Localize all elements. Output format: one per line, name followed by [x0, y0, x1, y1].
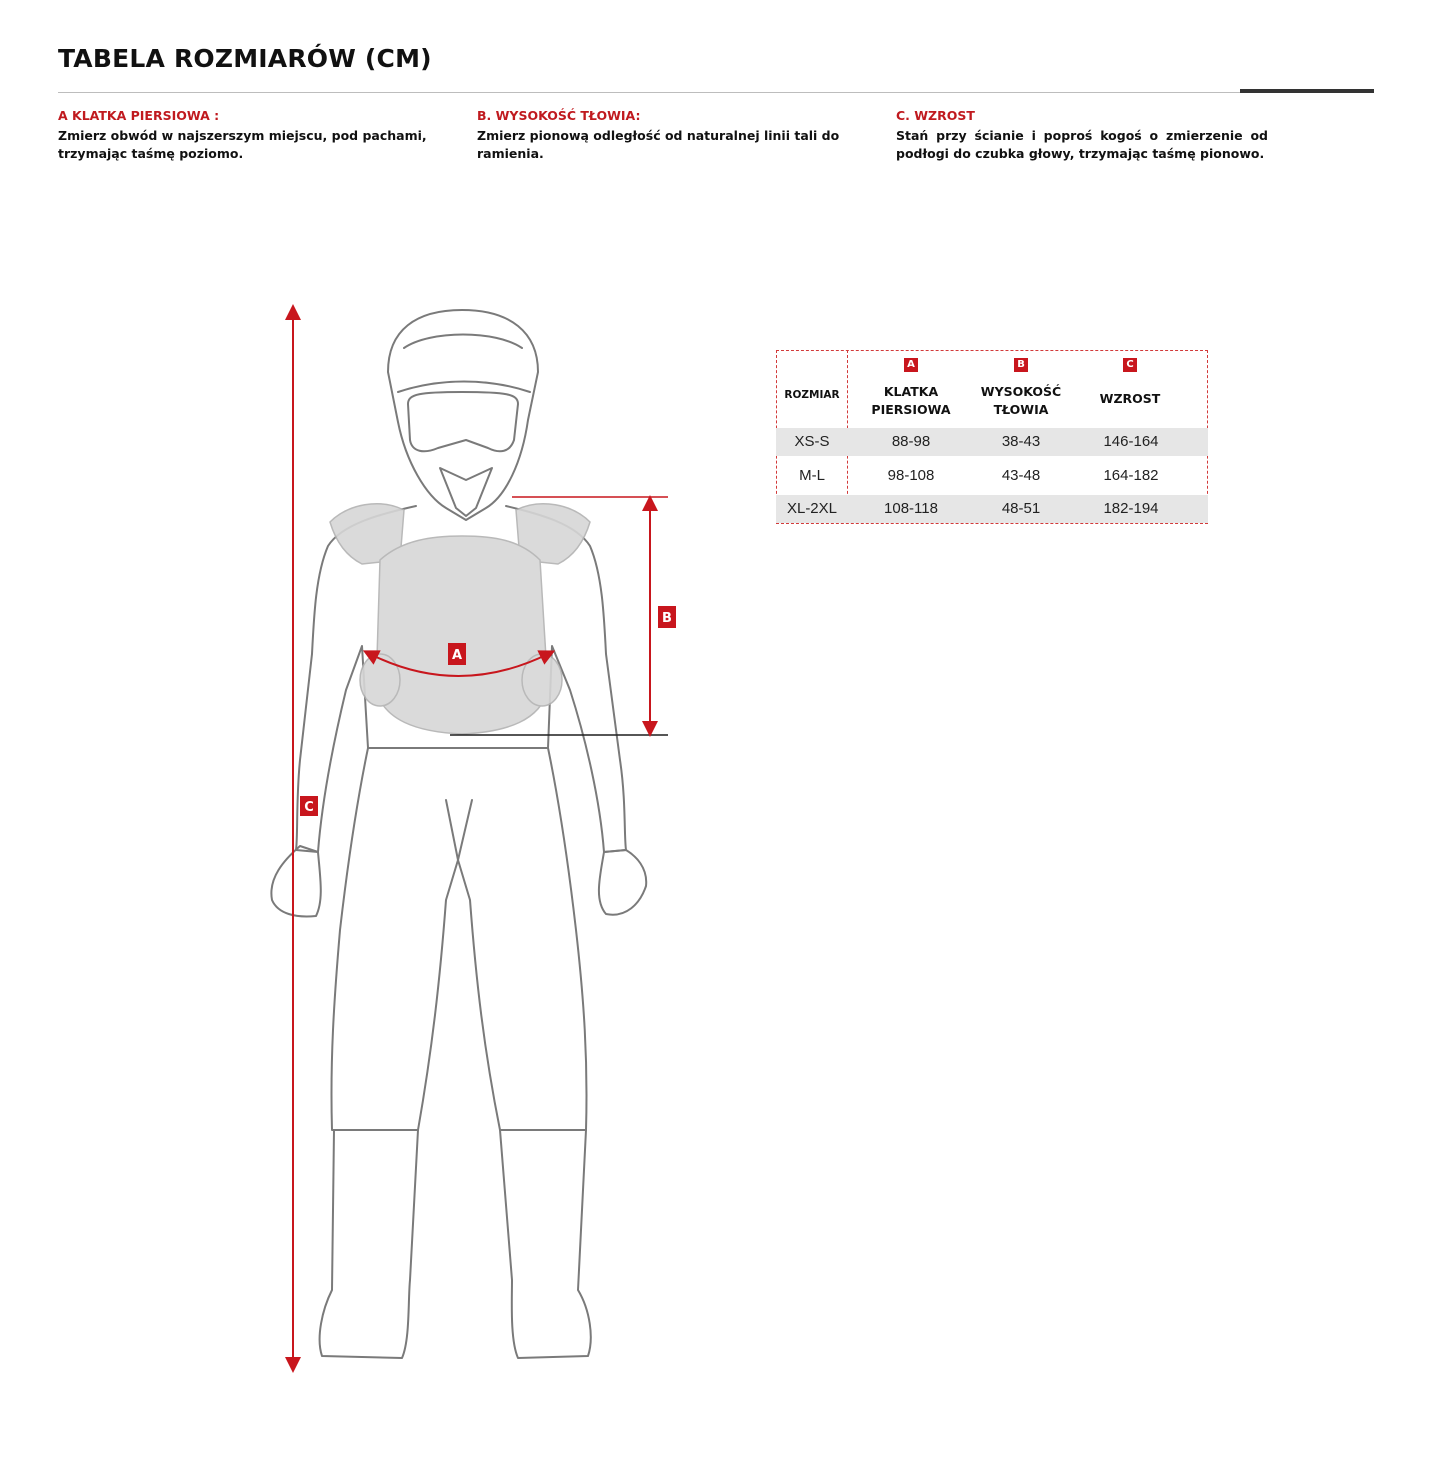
right-glove	[599, 850, 646, 915]
left-boot	[320, 1130, 418, 1358]
row-height: 182-194	[1103, 500, 1159, 517]
instruction-height-text: Stań przy ścianie i poproś kogoś o zmierzenie od podłogi do czubka głowy, trzymając taśmę pionowo.	[896, 128, 1268, 161]
header-torso-line2: TŁOWIA	[993, 402, 1049, 417]
row-chest: 108-118	[884, 500, 938, 517]
side-plate-left	[360, 654, 400, 706]
helmet-peak	[404, 335, 522, 349]
rider-measurement-figure	[250, 300, 710, 1380]
title-divider	[58, 92, 1374, 93]
row-size: XL-2XL	[786, 500, 838, 517]
torso-label: B	[662, 611, 672, 626]
header-height-badge: C	[1123, 358, 1137, 372]
instruction-torso-text: Zmierz pionową odległość od naturalnej linii tali do ramienia.	[477, 128, 840, 161]
page-title: TABELA ROZMIARÓW (CM)	[58, 44, 432, 73]
header-chest	[848, 383, 974, 419]
header-chest-line2: PIERSIOWA	[871, 402, 951, 417]
instruction-chest-heading: A KLATKA PIERSIOWA :	[58, 108, 220, 123]
chest-plate	[376, 536, 548, 734]
chest-label: A	[451, 648, 463, 663]
size-table	[776, 350, 1208, 524]
header-height: WZROST	[1099, 391, 1161, 406]
header-chest-line1: KLATKA	[883, 384, 939, 399]
header-chest-badge: A	[904, 358, 918, 372]
header-torso	[966, 383, 1076, 419]
right-boot	[500, 1130, 591, 1358]
goggle-strap	[398, 382, 530, 393]
rider-outline	[271, 310, 646, 1358]
row-chest: 88-98	[891, 433, 931, 450]
table-row	[776, 428, 1208, 456]
row-height: 146-164	[1103, 433, 1159, 450]
height-label: C	[304, 800, 314, 815]
instruction-chest-text: Zmierz obwód w najszerszym miejscu, pod pachami, trzymając taśmę poziomo.	[58, 128, 427, 161]
instruction-height-heading: C. WZROST	[896, 108, 975, 123]
goggle-lens	[408, 392, 518, 451]
row-torso: 43-48	[1001, 467, 1041, 484]
table-top-border	[776, 350, 1208, 351]
row-size: M-L	[799, 467, 825, 484]
pants-crotch-seam	[446, 800, 472, 860]
row-torso: 38-43	[1001, 433, 1041, 450]
helmet-shape	[388, 310, 538, 520]
pants	[331, 748, 586, 1130]
table-bottom-border	[776, 523, 1208, 524]
header-torso-badge: B	[1014, 358, 1028, 372]
header-torso-line1: WYSOKOŚĆ	[980, 384, 1062, 399]
table-row	[776, 462, 1208, 490]
row-chest: 98-108	[887, 467, 935, 484]
instruction-chest	[58, 108, 430, 163]
table-row	[776, 495, 1208, 523]
header-size: ROZMIAR	[784, 389, 840, 401]
instruction-torso-heading: B. WYSOKOŚĆ TŁOWIA:	[477, 108, 641, 123]
chest-protector	[330, 504, 590, 734]
left-glove	[271, 846, 320, 916]
instruction-torso	[477, 108, 849, 163]
row-torso: 48-51	[1001, 500, 1041, 517]
instruction-height	[896, 108, 1268, 163]
row-height: 164-182	[1103, 467, 1159, 484]
row-size: XS-S	[794, 433, 830, 450]
title-divider-accent	[1240, 89, 1374, 93]
